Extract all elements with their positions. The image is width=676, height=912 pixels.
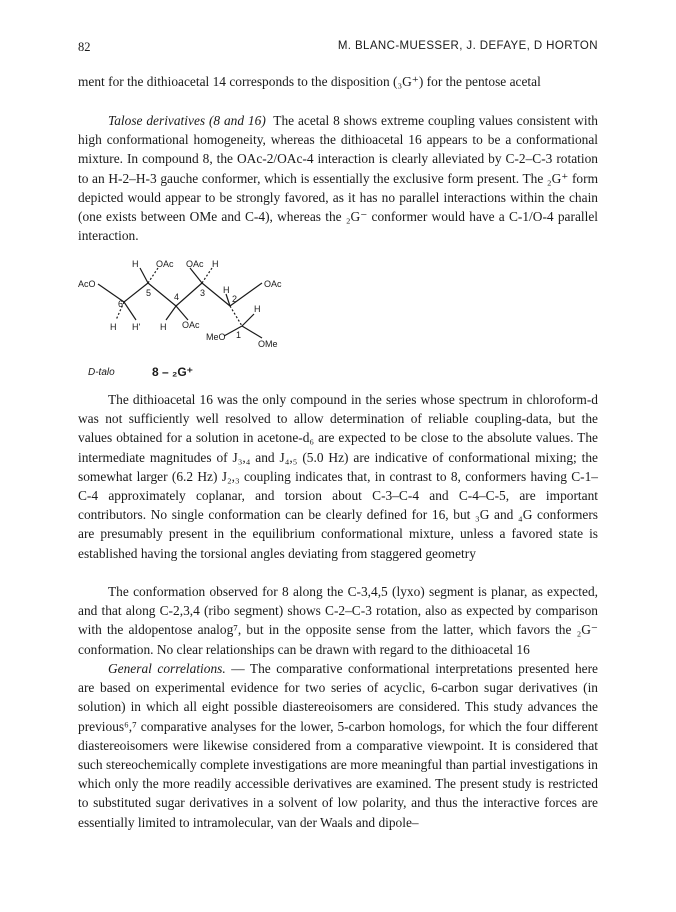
label-c2: 2 <box>232 294 238 304</box>
label-ome: OMe <box>258 339 278 349</box>
label-h-b2: H' <box>132 322 141 332</box>
label-h-top2: H <box>212 259 219 269</box>
label-h-mid: H <box>223 285 230 295</box>
conformation-scheme <box>78 258 318 388</box>
label-c1: 1 <box>236 330 242 340</box>
paragraph-conformation-text: The conformation observed for 8 along the C-3,4,5 (lyxo) segment is planar, as expected, and that along C-2,3,4 (ribo segment) shows C-2–C-3 rotation, also as expected by comparison with the aldopentose analog⁷, but in the opposite sense from the latter, which favors the ₂G⁻ conformation. No clear relationships can be drawn with regard to the dithioacetal 16 <box>78 584 598 657</box>
bond-c1-h <box>242 314 254 326</box>
label-oac-bottom: OAc <box>182 320 200 330</box>
general-text: — The comparative conformational interpretations presented here are based on experimental evidence for two series of acyclic, 6-carbon sugar derivatives (in solution) in which all eight possible diastereoisomers are considered. This study advances the previous⁶,⁷ comparative analyses for the lower, 5-carbon homologs, for which the four different diastereoisomers were likewise considered from a comparative viewpoint. It is considered that such stereochemically complete investigations are more meaningful than partial investigations in which only the more readily accessible derivatives are examined. The present study is restricted to substituted sugar derivatives in a solvent of low polarity, and thus the interactive forces are essentially limited to intramolecular, van der Waals and dipole– <box>78 661 598 830</box>
label-h-b4: H <box>254 304 261 314</box>
bond-c3-h <box>202 268 212 283</box>
bond-c5-h <box>140 268 148 283</box>
bond-c4-oac <box>176 306 188 320</box>
bond-c2-c1 <box>230 306 242 326</box>
running-header <box>78 40 598 56</box>
label-h-top: H <box>132 259 139 269</box>
bond-c4-c3 <box>176 283 202 306</box>
running-authors: M. BLANC-MUESSER, J. DEFAYE, D HORTON <box>337 40 598 52</box>
paragraph-talose-body <box>78 111 598 245</box>
page-number: 82 <box>78 40 91 54</box>
bond-c3-oac <box>190 268 202 283</box>
bond-c5-oac <box>148 268 158 283</box>
label-oac-right: OAc <box>264 279 282 289</box>
paragraph-0-text: ment for the dithioacetal 14 corresponds to the disposition (₃G⁺) for the pentose acetal <box>78 74 541 89</box>
paragraph-talose <box>78 111 598 245</box>
label-c6: 6 <box>118 299 124 309</box>
label-meo: MeO <box>206 332 226 342</box>
bond-c5-c4 <box>148 283 176 306</box>
label-c3: 3 <box>200 288 206 298</box>
bond-c6-hprime <box>124 302 136 320</box>
label-aco: AcO <box>78 279 96 289</box>
bond-c6-c5 <box>124 283 148 302</box>
label-h-b3: H <box>160 322 167 332</box>
paragraph-conformation <box>78 582 598 659</box>
paragraph-continuation <box>78 72 598 91</box>
label-h-b1: H <box>110 322 117 332</box>
label-oac-top2: OAc <box>186 259 204 269</box>
talose-text: The acetal 8 shows extreme coupling values consistent with high conformational homogeneity, whereas the dithioacetal 16 appears to be a conformational mixture. In compound 8, the OAc-2/OAc-4 interaction is clearly alleviated by C-2–C-3 rotation to an H-2–H-3 gauche conformer, which is essentially the exclusive form present. The ₂G⁺ form depicted would appear to be strongly favored, as it has no parallel interactions within the chain (one exists between OMe and C-4), whereas the ₂G⁻ conformer would have a C-1/O-4 parallel interaction. <box>78 113 598 244</box>
label-c4: 4 <box>174 292 180 302</box>
talose-heading: Talose derivatives (8 and 16) <box>108 113 266 128</box>
paragraph-dithioacetal <box>78 390 598 563</box>
paragraph-general <box>78 659 598 832</box>
caption-compound-conformer: 8 – ₂G⁺ <box>152 365 194 379</box>
paragraph-dithioacetal-text: The dithioacetal 16 was the only compound in the series whose spectrum in chloroform-d was not sufficiently well resolved to allow determination of reliable coupling-data, but the values obtained for a solution in acetone-d₆ are expected to be close to the absolute values. The intermediate magnitudes of J₃,₄ and J₄,₅ (5.0 Hz) are indicative of conformational mixing; the somewhat larger (6.2 Hz) J₂,₃ coupling indicates that, in contrast to 8, conformers having C-1–C-4 approximately coplanar, and torsion about C-3–C-4 and C-4–C-5, are important contributors. No single conformation can be clearly defined for 16, but ₃G and ₄G conformers are presumably present in the equilibrium conformational mixture, unless a favored state is established having the torsional angles deviating from staggered geometry <box>78 392 598 561</box>
paragraph-general-body <box>78 659 598 832</box>
caption-d-talo: D-talo <box>88 367 115 378</box>
bond-c1-ome <box>242 326 262 338</box>
bond-c4-h <box>166 306 176 320</box>
label-c5: 5 <box>146 288 152 298</box>
label-oac-top1: OAc <box>156 259 174 269</box>
general-heading: General correlations. <box>108 661 226 676</box>
